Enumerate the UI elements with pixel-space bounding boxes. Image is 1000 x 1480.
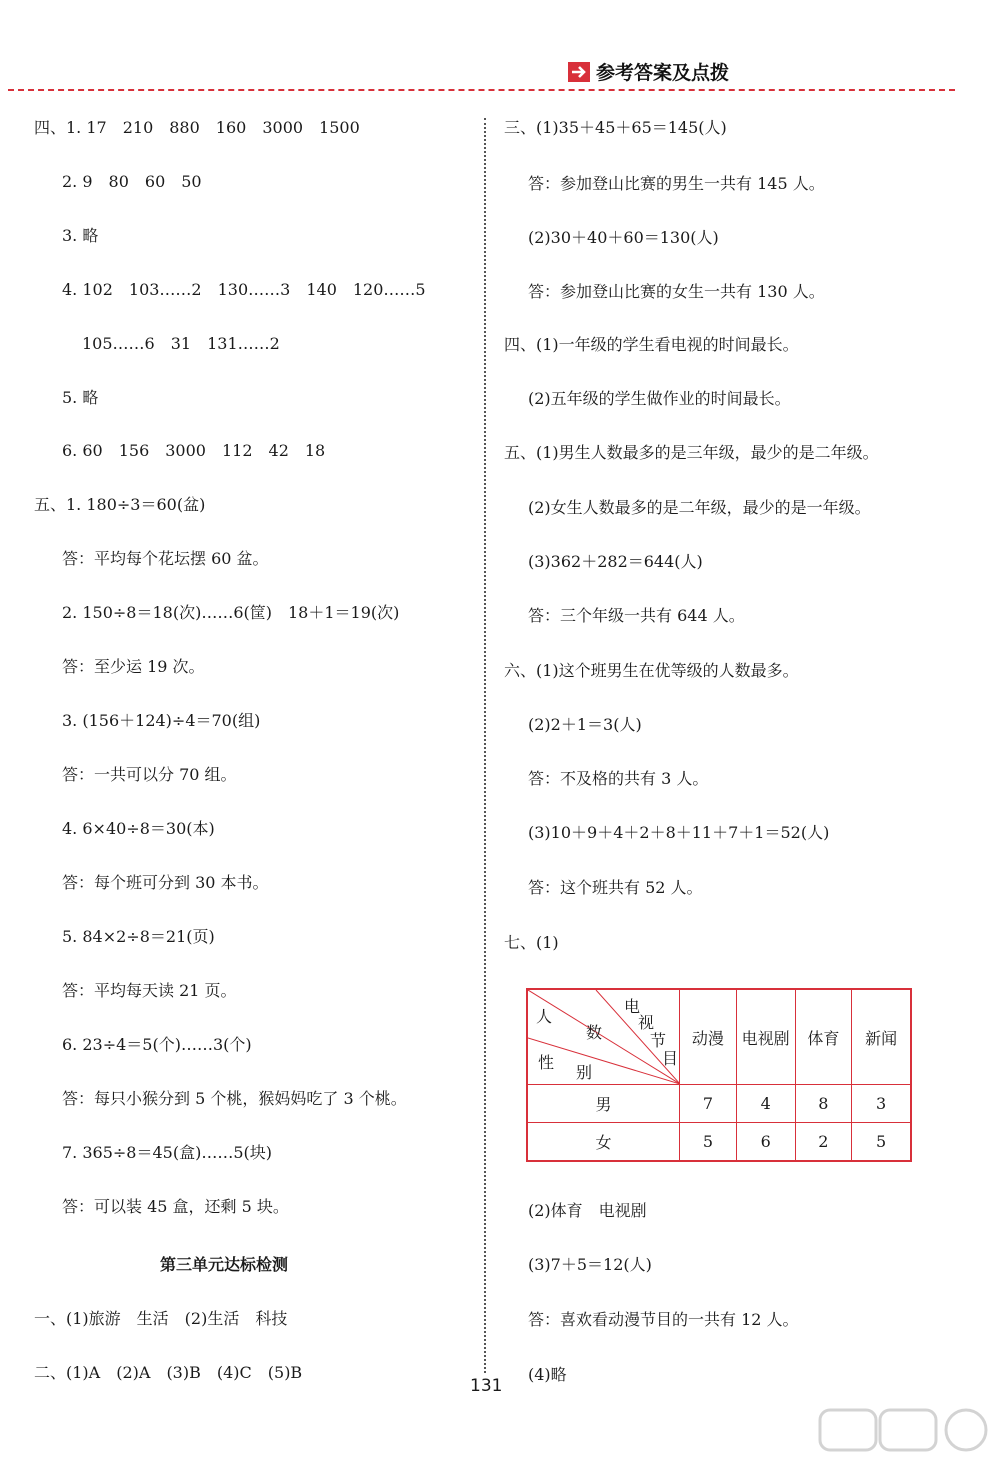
table-header-cell: 体育 [795,989,852,1085]
answer-line: 答：每只小猴分到 5 个桃，猴妈妈吃了 3 个桃。 [62,1089,407,1108]
corner-label: 性 [538,1053,555,1072]
answer-line: 6. 23÷4＝5(个)……3(个) [62,1035,252,1054]
answer-line: 答：至少运 19 次。 [62,657,205,676]
answer-line: 答：喜欢看动漫节目的一共有 12 人。 [528,1310,799,1329]
table-cell: 5 [680,1123,737,1161]
answer-line: 7. 365÷8＝45(盒)……5(块) [62,1143,272,1162]
answer-line: (2)2＋1＝3(人) [528,715,642,734]
answer-line: 答：每个班可分到 30 本书。 [62,873,269,892]
answer-line: 5. 略 [62,388,99,407]
column-divider [484,118,486,1373]
answer-line: 答：一共可以分 70 组。 [62,765,237,784]
table-cell: 4 [736,1085,795,1123]
answer-line: (2)五年级的学生做作业的时间最长。 [528,389,791,408]
corner-label: 人 [536,1007,553,1026]
answer-line: 4. 6×40÷8＝30(本) [62,819,215,838]
answer-line: (3)7＋5＝12(人) [528,1255,652,1274]
answer-line: 3. (156＋124)÷4＝70(组) [62,711,261,730]
page-number: 131 [470,1376,503,1396]
header-title-group [568,58,729,85]
answer-line: 七、(1) [504,933,559,952]
answer-line: 答：参加登山比赛的女生一共有 130 人。 [528,282,825,301]
answer-line: 四、(1)一年级的学生看电视的时间最长。 [504,335,799,354]
corner-label: 电 [624,997,641,1016]
answer-line: 3. 略 [62,226,99,245]
answer-line: (3)362＋282＝644(人) [528,552,703,571]
answer-line: 答：这个班共有 52 人。 [528,878,703,897]
answer-line: 三、(1)35＋45＋65＝145(人) [504,118,727,137]
corner-label: 目 [662,1049,679,1068]
answer-line: 2. 9 80 60 50 [62,172,202,191]
answer-line: (3)10＋9＋4＋2＋8＋11＋7＋1＝52(人) [528,823,830,842]
answer-line: 105……6 31 131……2 [82,334,280,353]
table-header-cell: 新闻 [852,989,911,1085]
answer-line: (2)30＋40＋60＝130(人) [528,228,719,247]
header-title: 参考答案及点拨 [596,62,730,84]
answer-line: 答：三个年级一共有 644 人。 [528,606,745,625]
answer-line: 二、(1)A (2)A (3)B (4)C (5)B [34,1363,303,1382]
answer-line: 答：不及格的共有 3 人。 [528,769,709,788]
tv-preference-table [526,988,912,1162]
table-header-cell: 动漫 [680,989,737,1085]
section-title: 第三单元达标检测 [160,1255,289,1274]
answer-line: 答：平均每天读 21 页。 [62,981,237,1000]
table-header-cell: 电视剧 [736,989,795,1085]
answer-line: (4)略 [528,1365,567,1384]
table-row [527,1123,911,1161]
answer-line: 答：平均每个花坛摆 60 盆。 [62,549,269,568]
table-cell: 2 [795,1123,852,1161]
table-cell: 3 [852,1085,911,1123]
table-corner-cell [527,989,680,1085]
answer-line: 5. 84×2÷8＝21(页) [62,927,215,946]
answer-line: 四、1. 17 210 880 160 3000 1500 [34,118,360,137]
table-row-label: 女 [527,1123,680,1161]
corner-label: 视 [638,1013,655,1032]
table-row [527,1085,911,1123]
header-dashed-line [8,89,955,91]
table-header-row [527,989,911,1085]
answer-line: 五、(1)男生人数最多的是三年级，最少的是二年级。 [504,443,879,462]
table-cell: 5 [852,1123,911,1161]
answer-line: 2. 150÷8＝18(次)……6(筐) 18＋1＝19(次) [62,603,400,622]
page-header [0,52,1000,92]
answer-line: 6. 60 156 3000 112 42 18 [62,441,326,460]
answer-line: 答：参加登山比赛的男生一共有 145 人。 [528,174,825,193]
table-row-label: 男 [527,1085,680,1123]
corner-label: 节 [650,1031,667,1050]
answer-line: 六、(1)这个班男生在优等级的人数最多。 [504,661,799,680]
answer-line: 一、(1)旅游 生活 (2)生活 科技 [34,1309,288,1328]
watermark-logo [818,1408,994,1476]
answer-line: 五、1. 180÷3＝60(盆) [34,495,206,514]
arrow-right-icon [568,62,590,82]
answer-line: 答：可以装 45 盒，还剩 5 块。 [62,1197,289,1216]
answer-line: (2)女生人数最多的是二年级，最少的是一年级。 [528,498,871,517]
answer-line: 4. 102 103……2 130……3 140 120……5 [62,280,426,299]
table-cell: 8 [795,1085,852,1123]
answer-line: (2)体育 电视剧 [528,1201,647,1220]
table-cell: 7 [680,1085,737,1123]
table-cell: 6 [736,1123,795,1161]
corner-label: 数 [586,1023,603,1042]
corner-label: 别 [576,1063,593,1082]
